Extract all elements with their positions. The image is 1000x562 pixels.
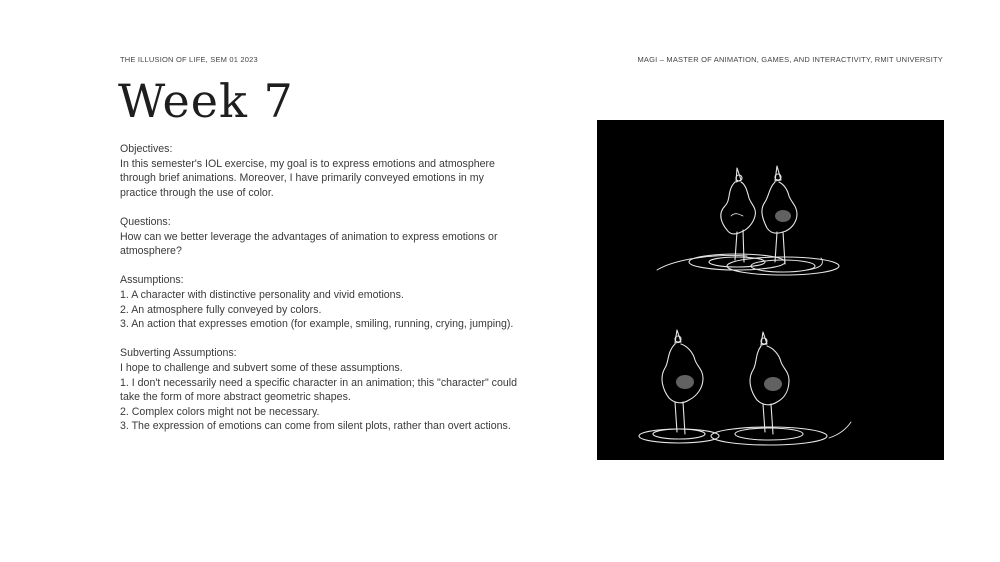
figure-bottom-right	[750, 332, 789, 434]
subverting-intro: I hope to challenge and subvert some of these assumptions.	[120, 361, 403, 374]
objectives-text: In this semester's IOL exercise, my goal is to express emotions and atmosphere through brief animations. Moreover, I have primarily conveyed emotions in my practice through the use of color.	[120, 157, 495, 199]
course-label: THE ILLUSION OF LIFE, SEM 01 2023	[120, 55, 258, 64]
assumption-item: 1. A character with distinctive personality and vivid emotions.	[120, 288, 404, 301]
animation-frames-illustration	[597, 120, 944, 460]
objectives-section	[120, 142, 520, 200]
program-label: MAGI – MASTER OF ANIMATION, GAMES, AND INTERACTIVITY, RMIT UNIVERSITY	[637, 55, 943, 64]
animation-frames-image	[597, 120, 944, 460]
ripples-top	[657, 254, 839, 275]
objectives-heading: Objectives:	[120, 143, 173, 155]
ripples-bottom	[639, 422, 851, 445]
assumption-item: 2. An atmosphere fully conveyed by colors.	[120, 303, 322, 316]
subverting-section	[120, 346, 520, 434]
subverting-item: 2. Complex colors might not be necessary.	[120, 405, 320, 418]
subverting-heading: Subverting Assumptions:	[120, 347, 237, 360]
page-title: Week 7	[118, 74, 294, 128]
questions-section	[120, 215, 520, 259]
subverting-item: 3. The expression of emotions can come from silent plots, rather than overt actions.	[120, 420, 511, 433]
questions-text: How can we better leverage the advantages of animation to express emotions or atmosphere?	[120, 230, 498, 258]
assumptions-heading: Assumptions:	[120, 274, 184, 287]
questions-heading: Questions:	[120, 215, 171, 228]
body-text	[120, 142, 520, 448]
figure-top-right	[762, 166, 797, 264]
figure-top-left	[721, 168, 756, 262]
assumption-item: 3. An action that expresses emotion (for example, smiling, running, crying, jumping).	[120, 318, 514, 331]
assumptions-section	[120, 273, 520, 331]
figure-bottom-left	[662, 330, 703, 434]
subverting-item: 1. I don't necessarily need a specific character in an animation; this "character" could take the form of more abstract geometric shapes.	[120, 376, 518, 404]
